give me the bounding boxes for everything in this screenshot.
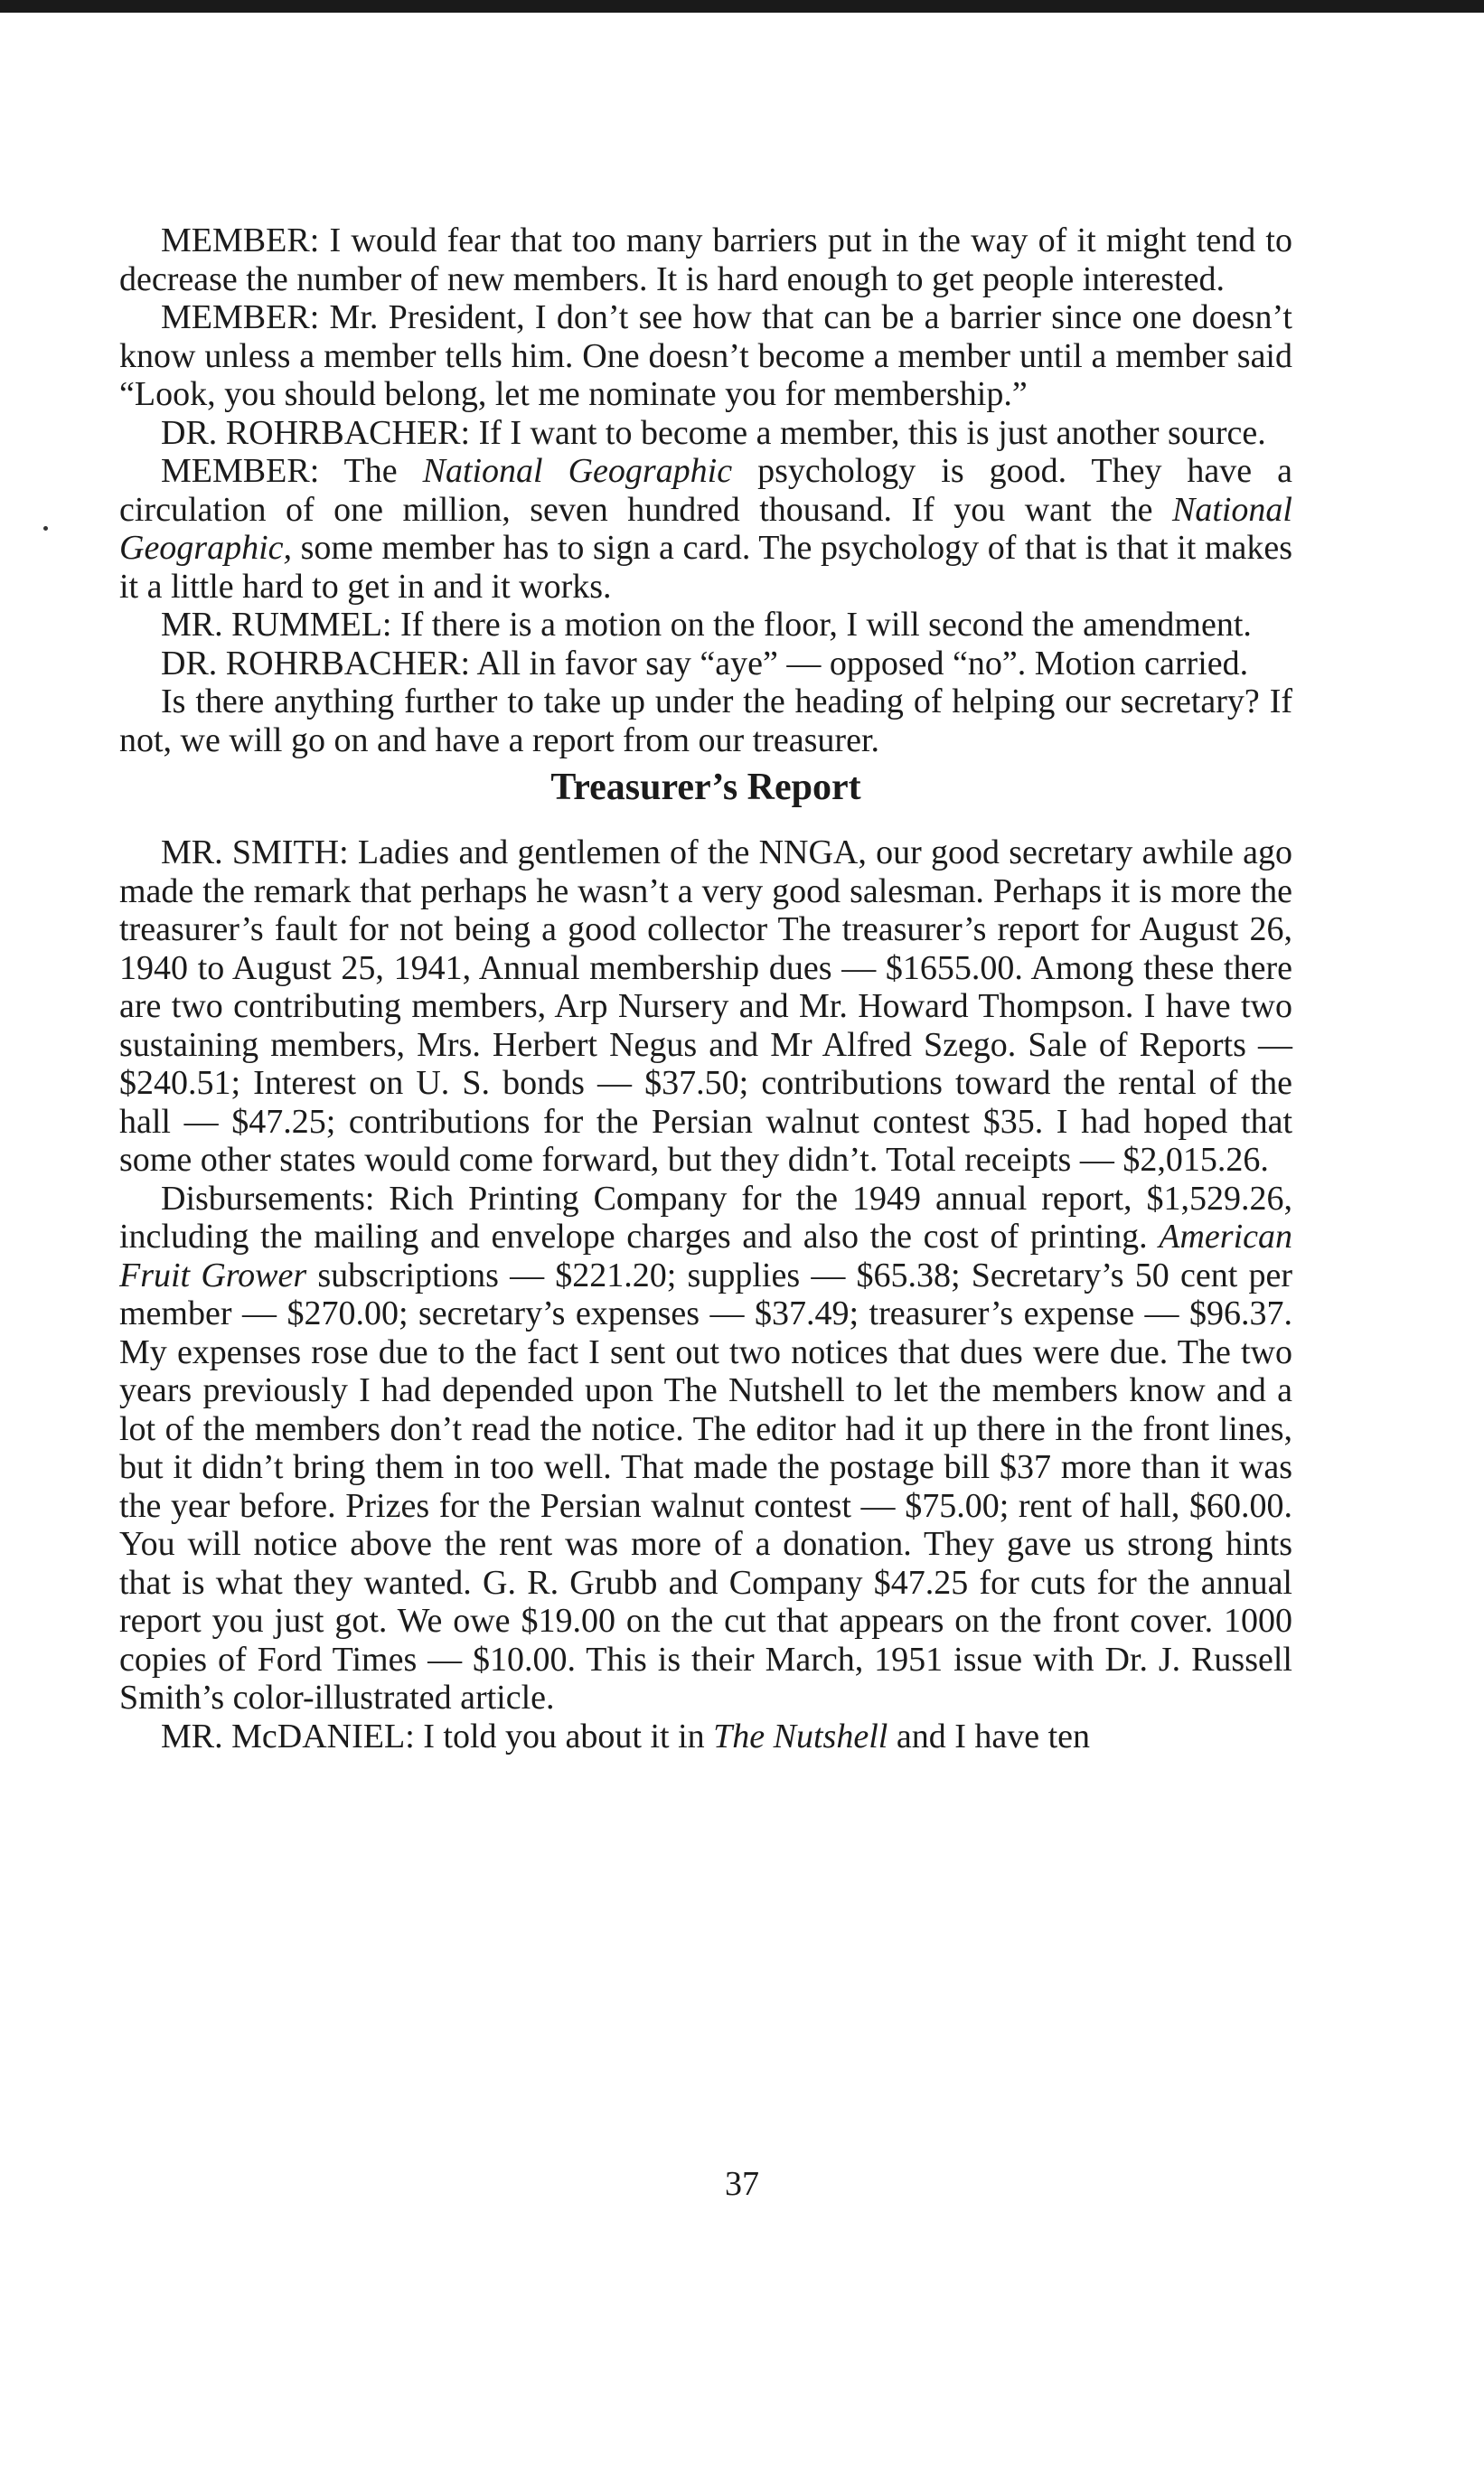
page-number: 37 [725,2165,759,2203]
speaker-label: DR. ROHRBACHER: [161,413,471,452]
italic-title-text: The Nutshell [713,1717,888,1755]
paragraph-text: Mr. President, I don’t see how that can be a barrier since one doesn’t know unless a member tells him. One doesn’t become a member until a member said “Look, you should belong, let me nominate you for membership.” [119,298,1292,413]
transcript-paragraph [119,606,1292,645]
transcript-paragraph [119,833,1292,1180]
section-heading: Treasurer’s Report [550,767,861,808]
italic-title-text: American Fruit Grower [119,1218,1292,1294]
paragraph-text: Ladies and gentlemen of the NNGA, our good secretary awhile ago made the remark that perhaps he wasn’t a very good salesman. Perhaps it is more the treasurer’s fault for not being a good collector The treasurer’s report for August 26, 1940 to August 25, 1941, Annual membership dues — $1655.00. Among these there are two contributing members, Arp Nursery and Mr. Howard Thompson. I have two sustaining members, Mrs. Herbert Negus and Mr Alfred Szego. Sale of Reports — $240.51; Interest on U. S. bonds — $37.50; contributions toward the rental of the hall — $47.25; contributions for the Persian walnut contest $35. I had hoped that some other states would come forward, but they didn’t. Total receipts — $2,015.26. [119,833,1292,1179]
transcript-paragraph [119,221,1292,298]
transcript-paragraph [119,414,1292,453]
speaker-label: MR. SMITH: [161,833,349,871]
transcript-paragraph [119,452,1292,606]
paragraph-text: If there is a motion on the floor, I will second the amendment. [391,606,1252,644]
paragraph-text: Is there anything further to take up under the heading of helping our secretary? If not, we will go on and have a report from our treasurer. [119,682,1292,759]
speaker-label: MEMBER: [161,298,320,336]
margin-mark [43,526,48,531]
paragraph-text: All in favor say “aye” — opposed “no”. Motion carried. [470,644,1249,682]
paragraph-text: The [319,452,423,490]
speaker-label: DR. ROHRBACHER: [161,644,471,682]
paragraph-text: I would fear that too many barriers put in the way of it might tend to decrease the number of new members. It is hard enough to get people interested. [119,221,1292,298]
transcript-after-heading [119,833,1292,1755]
paragraph-text: psychology is good. They have a circulation of one million, seven hundred thousand. If you want the [119,452,1292,529]
speaker-label: MEMBER: [161,221,320,259]
transcript-before-heading [119,221,1292,759]
speaker-label: MR. McDANIEL: [161,1717,415,1755]
paragraph-text: I told you about it in [414,1717,714,1755]
transcript-paragraph [119,1718,1292,1756]
paragraph-text: Disbursements: Rich Printing Company for the 1949 annual report, $1,529.26, including the mailing and envelope charges and also the cost of printing. [119,1179,1292,1256]
transcript-paragraph [119,298,1292,414]
transcript-paragraph [119,645,1292,683]
top-border-rule [0,0,1484,13]
speaker-label: MEMBER: [161,452,320,490]
italic-title-text: National Geographic, [119,490,1292,567]
italic-title-text: National Geographic [422,452,733,490]
paragraph-text: some member has to sign a card. The psychology of that is that it makes it a little hard to get in and it works. [119,529,1292,606]
paragraph-text: and I have ten [888,1717,1091,1755]
paragraph-text: If I want to become a member, this is just another source. [470,413,1266,452]
page-body [119,221,1292,1755]
transcript-paragraph [119,1180,1292,1718]
speaker-label: MR. RUMMEL: [161,606,392,644]
transcript-paragraph [119,682,1292,759]
paragraph-text: subscriptions — $221.20; supplies — $65.38; Secretary’s 50 cent per member — $270.00; secretary’s expenses — $37.49; treasurer’s expense — $96.37. My expenses rose due to the fact I sent out two notices that dues were due. The two years previously I had depended upon The Nutshell to let the members know and a lot of the members don’t read the notice. The editor had it up there in the front lines, but it didn’t bring them in too well. That made the postage bill $37 more than it was the year before. Prizes for the Persian walnut contest — $75.00; rent of hall, $60.00. You will notice above the rent was more of a donation. They gave us strong hints that is what they wanted. G. R. Grubb and Company $47.25 for cuts for the annual report you just got. We owe $19.00 on the cut that appears on the front cover. 1000 copies of Ford Times — $10.00. This is their March, 1951 issue with Dr. J. Russell Smith’s color-illustrated article. [119,1256,1292,1717]
